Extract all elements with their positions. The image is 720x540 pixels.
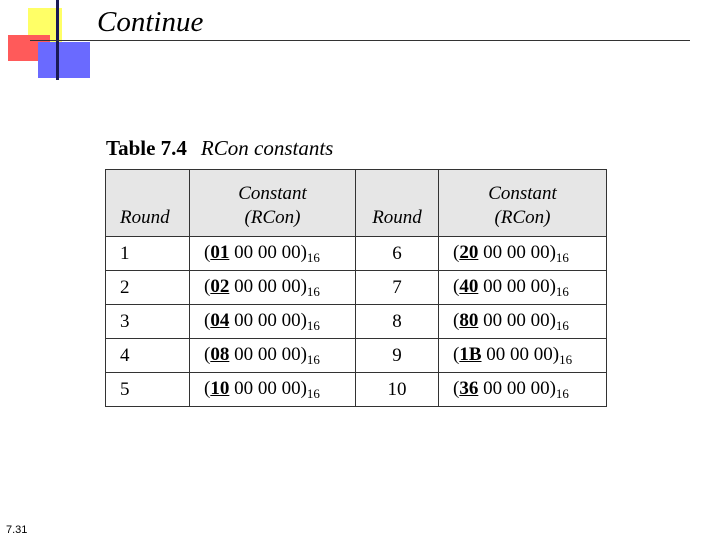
rcon-rest: 00 00 00) xyxy=(478,241,556,263)
rcon-base: 16 xyxy=(555,283,569,299)
header-constant-2-line2: (RCon) xyxy=(494,207,551,228)
rcon-significant-byte: 08 xyxy=(210,343,230,365)
header-constant-1-line2: (RCon) xyxy=(244,207,301,228)
rcon-base: 16 xyxy=(559,351,573,367)
round-value: 9 xyxy=(392,344,402,366)
round-cell xyxy=(356,339,439,373)
rcon-rest: 00 00 00) xyxy=(478,377,556,399)
rcon-rest: 00 00 00) xyxy=(229,275,307,297)
rcon-base: 16 xyxy=(306,351,320,367)
rcon-cell xyxy=(439,373,607,407)
rcon-cell xyxy=(190,339,356,373)
rcon-rest: 00 00 00) xyxy=(229,309,307,331)
rcon-cell xyxy=(190,373,356,407)
rcon-significant-byte: 36 xyxy=(459,377,479,399)
rcon-table xyxy=(105,169,607,407)
rcon-open-paren: ( xyxy=(453,241,460,263)
rcon-significant-byte: 02 xyxy=(210,275,230,297)
rcon-significant-byte: 80 xyxy=(459,309,479,331)
round-cell xyxy=(356,373,439,407)
rcon-rest: 00 00 00) xyxy=(481,343,560,365)
table-row xyxy=(106,271,607,305)
rcon-base: 16 xyxy=(306,249,320,265)
table-row xyxy=(106,339,607,373)
rcon-cell xyxy=(190,305,356,339)
round-cell xyxy=(106,237,190,271)
rcon-cell xyxy=(190,271,356,305)
rcon-significant-byte: 10 xyxy=(210,377,230,399)
table-row xyxy=(106,237,607,271)
rcon-base: 16 xyxy=(306,385,320,401)
round-cell xyxy=(356,237,439,271)
rcon-base: 16 xyxy=(555,249,569,265)
slide-title: Continue xyxy=(97,6,204,38)
rcon-rest: 00 00 00) xyxy=(229,377,307,399)
rcon-open-paren: ( xyxy=(204,309,211,331)
rcon-rest: 00 00 00) xyxy=(229,241,307,263)
rcon-open-paren: ( xyxy=(204,343,211,365)
round-value: 10 xyxy=(387,378,407,400)
table-row xyxy=(106,305,607,339)
round-cell xyxy=(356,271,439,305)
rcon-open-paren: ( xyxy=(204,241,211,263)
header-constant-1-line1: Constant xyxy=(238,183,307,204)
header-round-1: Round xyxy=(106,170,190,237)
decor-blue-square xyxy=(38,42,90,78)
rcon-cell xyxy=(439,237,607,271)
rcon-open-paren: ( xyxy=(453,343,460,365)
table-caption-number: Table 7.4 xyxy=(106,136,187,160)
round-value: 8 xyxy=(392,310,402,332)
rcon-open-paren: ( xyxy=(204,377,211,399)
rcon-open-paren: ( xyxy=(204,275,211,297)
page-number: 7.31 xyxy=(6,524,28,536)
rcon-rest: 00 00 00) xyxy=(478,275,556,297)
round-cell xyxy=(106,271,190,305)
round-cell xyxy=(356,305,439,339)
header-constant-2-line1: Constant xyxy=(488,183,557,204)
header-constant-2 xyxy=(439,170,607,237)
round-value: 6 xyxy=(392,242,402,264)
rcon-base: 16 xyxy=(555,317,569,333)
rcon-open-paren: ( xyxy=(453,309,460,331)
rcon-significant-byte: 1B xyxy=(459,343,482,365)
rcon-open-paren: ( xyxy=(453,275,460,297)
round-cell xyxy=(106,339,190,373)
rcon-rest: 00 00 00) xyxy=(478,309,556,331)
table-row xyxy=(106,373,607,407)
rcon-cell xyxy=(439,271,607,305)
header-round-2: Round xyxy=(356,170,439,237)
round-value: 2 xyxy=(120,276,130,298)
round-value: 1 xyxy=(120,242,130,264)
rcon-cell xyxy=(190,237,356,271)
round-value: 4 xyxy=(120,344,130,366)
rcon-significant-byte: 20 xyxy=(459,241,479,263)
title-underline xyxy=(30,40,690,41)
rcon-cell xyxy=(439,339,607,373)
round-value: 7 xyxy=(392,276,402,298)
round-value: 5 xyxy=(120,378,130,400)
rcon-base: 16 xyxy=(306,317,320,333)
rcon-open-paren: ( xyxy=(453,377,460,399)
rcon-significant-byte: 01 xyxy=(210,241,230,263)
rcon-rest: 00 00 00) xyxy=(229,343,307,365)
header-constant-1 xyxy=(190,170,356,237)
round-cell xyxy=(106,305,190,339)
table-caption-title: RCon constants xyxy=(200,136,334,160)
rcon-base: 16 xyxy=(555,385,569,401)
round-cell xyxy=(106,373,190,407)
rcon-cell xyxy=(439,305,607,339)
table-header-row xyxy=(106,170,607,237)
rcon-significant-byte: 04 xyxy=(210,309,230,331)
rcon-base: 16 xyxy=(306,283,320,299)
round-value: 3 xyxy=(120,310,130,332)
table-caption xyxy=(106,136,333,161)
rcon-significant-byte: 40 xyxy=(459,275,479,297)
